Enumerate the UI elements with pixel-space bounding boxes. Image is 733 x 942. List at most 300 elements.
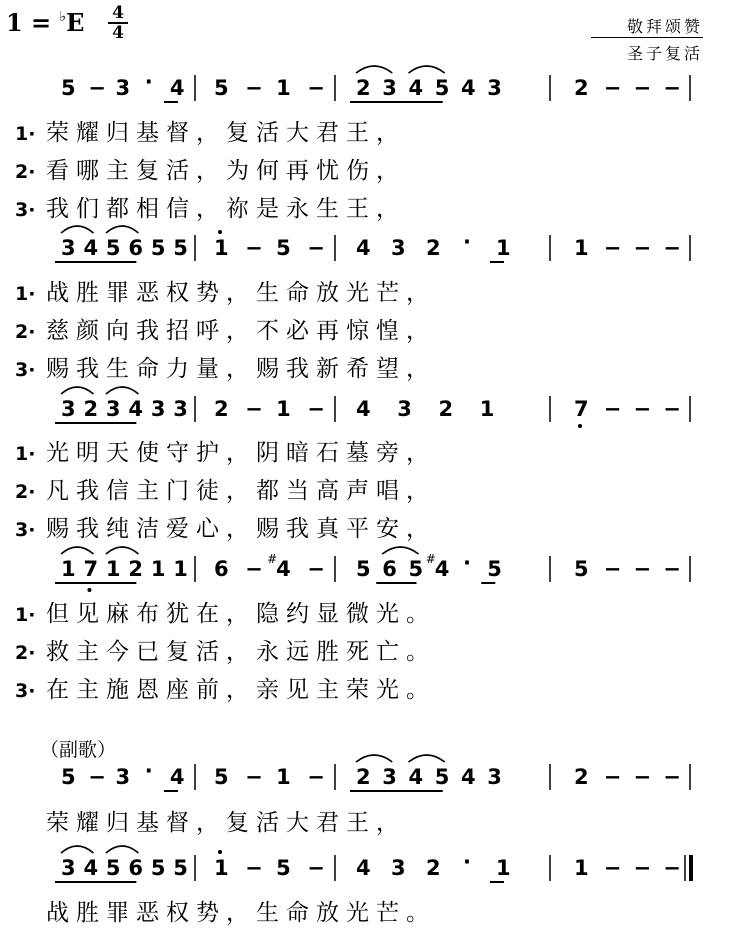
- score-system: [15, 66, 690, 222]
- note-digit: 4: [169, 76, 185, 100]
- note-digit: 2: [356, 76, 371, 100]
- lyric-char: 活: [196, 639, 219, 665]
- note-dash: −: [603, 856, 622, 880]
- lyric-char: 新: [316, 356, 339, 382]
- slur: [61, 226, 93, 233]
- lyric-char: 大: [286, 120, 309, 146]
- lyric-char: 微: [346, 601, 369, 627]
- chorus-label: （副歌）: [40, 739, 117, 761]
- lyric-char: 耀: [76, 810, 99, 836]
- note-dash: −: [603, 397, 622, 421]
- note-digit: 4: [83, 856, 99, 880]
- lyric-char: 已: [136, 639, 159, 665]
- lyric-char: 平: [346, 516, 369, 542]
- lyric-char: 命: [136, 356, 159, 382]
- lyric-char: 死: [346, 639, 369, 665]
- note-digit: 1: [276, 397, 291, 421]
- note-augmentation-dot: ·: [144, 70, 153, 94]
- note-dash: −: [307, 557, 325, 581]
- lyric-char: 我: [286, 516, 309, 542]
- note-digit: 4: [408, 765, 424, 789]
- lyric-char: 希: [346, 356, 369, 382]
- lyric-char: 权: [166, 280, 189, 306]
- lyric-char: 王: [346, 196, 369, 222]
- lyric-char: 旁: [376, 440, 399, 466]
- note-digit: 5: [105, 856, 121, 880]
- note-digit: 5: [105, 236, 121, 260]
- note-digit: 2: [356, 765, 371, 789]
- lyric-char: 战: [46, 280, 69, 306]
- note-digit: 1: [574, 236, 589, 260]
- verse-number: 1·: [15, 443, 36, 465]
- lyric-char: 徒: [196, 478, 219, 504]
- lyric-char: 放: [316, 280, 339, 306]
- lyric-char: 永: [256, 639, 279, 665]
- lyric-char: 恶: [136, 900, 159, 926]
- verse-number: 2·: [15, 481, 36, 503]
- lyric-char: 胜: [76, 900, 99, 926]
- lyric-char: 罪: [106, 900, 129, 926]
- slur: [61, 547, 93, 554]
- lyric-char: 生: [316, 196, 339, 222]
- lyric-char: ，: [376, 158, 399, 184]
- sharp-sign: #: [267, 552, 278, 566]
- note-digit: 3: [150, 397, 166, 421]
- note-dash: −: [245, 557, 263, 581]
- lyric-char: 赐: [46, 516, 69, 542]
- lyric-char: ，: [226, 900, 249, 926]
- lyric-char: 声: [346, 478, 369, 504]
- lyric-char: 爱: [166, 516, 189, 542]
- lyric-char: 在: [196, 601, 219, 627]
- verse-number: 1·: [15, 123, 36, 145]
- score-system: [46, 755, 690, 836]
- lyric-char: 守: [166, 440, 189, 466]
- lyric-char: 复: [136, 158, 159, 184]
- note-dash: −: [307, 397, 325, 421]
- lyric-char: 永: [286, 196, 309, 222]
- lyric-char: 恶: [136, 280, 159, 306]
- note-dash: −: [663, 397, 681, 421]
- lyric-char: ，: [376, 120, 399, 146]
- note-augmentation-dot: ·: [463, 551, 471, 575]
- note-digit: 1: [496, 856, 511, 880]
- note-digit: 1: [496, 236, 511, 260]
- lyric-char: 战: [46, 900, 69, 926]
- lyric-char: 生: [256, 280, 279, 306]
- lyric-char: 我: [136, 318, 159, 344]
- note-digit: 5: [434, 76, 450, 100]
- lyric-char: ，: [226, 440, 249, 466]
- note-digit: 4: [408, 76, 424, 100]
- lyric-char: ，: [196, 120, 219, 146]
- note-augmentation-dot: ·: [463, 230, 471, 254]
- lyric-char: ，: [226, 280, 249, 306]
- score-system: [15, 547, 690, 703]
- lyric-char: 洁: [136, 516, 159, 542]
- lyric-char: 伤: [346, 158, 369, 184]
- lyric-char: 王: [346, 810, 369, 836]
- note-digit: 5: [574, 557, 589, 581]
- lyric-char: 真: [316, 516, 339, 542]
- note-digit: 2: [426, 236, 441, 260]
- lyric-char: 放: [316, 900, 339, 926]
- note-digit: 5: [356, 557, 371, 581]
- note-digit: 4: [356, 236, 371, 260]
- score-system: [15, 226, 690, 382]
- lyric-char: 活: [166, 158, 189, 184]
- note-digit: 6: [128, 236, 143, 260]
- slur: [356, 66, 392, 73]
- note-digit: 4: [434, 557, 450, 581]
- lyric-char: 主: [76, 639, 99, 665]
- lyric-char: 再: [286, 158, 309, 184]
- lyric-char: 势: [196, 280, 219, 306]
- note-digit: 1: [105, 557, 121, 581]
- lyric-char: ，: [406, 478, 429, 504]
- octave-down-dot: [578, 424, 582, 428]
- note-digit: 4: [169, 765, 185, 789]
- lyric-char: 归: [106, 120, 129, 146]
- lyric-char: 君: [316, 120, 339, 146]
- lyric-char: 何: [256, 158, 279, 184]
- lyric-char: 归: [106, 810, 129, 836]
- note-dash: −: [663, 76, 681, 100]
- lyric-char: 我: [76, 516, 99, 542]
- slur: [409, 755, 445, 762]
- note-augmentation-dot: ·: [144, 759, 153, 783]
- note-dash: −: [633, 856, 652, 880]
- note-digit: 6: [128, 856, 143, 880]
- lyric-char: 约: [286, 601, 309, 627]
- lyric-char: 。: [406, 601, 429, 627]
- lyric-char: 芒: [376, 900, 399, 926]
- key-signature: 1 = ♭E: [6, 8, 85, 37]
- lyric-char: ，: [226, 601, 249, 627]
- lyric-char: 亲: [256, 677, 279, 703]
- note-digit: 1: [61, 557, 76, 581]
- lyric-char: 复: [226, 810, 249, 836]
- lyric-char: 督: [166, 120, 189, 146]
- note-dash: −: [245, 76, 263, 100]
- verse-number: 1·: [15, 283, 36, 305]
- lyric-char: 我: [286, 356, 309, 382]
- lyric-char: ，: [196, 158, 219, 184]
- lyric-char: 救: [46, 639, 69, 665]
- lyric-char: 施: [106, 677, 129, 703]
- lyric-char: 远: [286, 639, 309, 665]
- lyric-char: 惶: [376, 318, 399, 344]
- note-digit: 1: [214, 856, 229, 880]
- note-digit: 3: [487, 765, 502, 789]
- lyric-char: 纯: [106, 516, 129, 542]
- lyric-char: ，: [226, 639, 249, 665]
- lyric-char: 护: [196, 440, 219, 466]
- note-digit: 1: [150, 557, 166, 581]
- lyric-char: 们: [76, 196, 99, 222]
- slur: [106, 387, 138, 394]
- note-digit: 3: [391, 856, 406, 880]
- note-digit: 5: [276, 856, 291, 880]
- lyric-char: 凡: [46, 478, 69, 504]
- lyric-char: 暗: [286, 440, 309, 466]
- lyric-char: 是: [256, 196, 279, 222]
- lyric-char: 命: [286, 280, 309, 306]
- lyric-char: 布: [136, 601, 159, 627]
- lyric-char: 显: [316, 601, 339, 627]
- note-dash: −: [603, 236, 622, 260]
- lyric-char: 生: [256, 900, 279, 926]
- note-digit: 4: [461, 76, 476, 100]
- note-digit: 5: [487, 557, 502, 581]
- verse-number: 3·: [15, 199, 36, 221]
- lyric-char: 信: [106, 478, 129, 504]
- lyric-char: ，: [406, 318, 429, 344]
- note-digit: 1: [479, 397, 495, 421]
- lyric-char: 今: [106, 639, 129, 665]
- lyric-char: 胜: [76, 280, 99, 306]
- note-digit: 4: [276, 557, 291, 581]
- lyric-char: 势: [196, 900, 219, 926]
- note-digit: 2: [426, 856, 441, 880]
- lyric-char: 忧: [316, 158, 339, 184]
- note-dash: −: [663, 236, 681, 260]
- lyric-char: 我: [46, 196, 69, 222]
- note-dash: −: [633, 765, 652, 789]
- lyric-char: 明: [76, 440, 99, 466]
- note-digit: 4: [128, 397, 143, 421]
- note-digit: 1: [574, 856, 589, 880]
- note-digit: 3: [115, 765, 131, 789]
- lyric-char: 犹: [166, 601, 189, 627]
- note-digit: 5: [276, 236, 291, 260]
- note-digit: 5: [214, 76, 229, 100]
- lyric-char: 复: [226, 120, 249, 146]
- lyric-char: 安: [376, 516, 399, 542]
- note-dash: −: [88, 765, 106, 789]
- note-digit: 3: [382, 765, 397, 789]
- lyric-char: 墓: [346, 440, 369, 466]
- lyric-char: 光: [46, 440, 69, 466]
- lyric-char: 见: [76, 601, 99, 627]
- lyric-char: 向: [106, 318, 129, 344]
- lyric-char: 量: [196, 356, 219, 382]
- note-digit: 4: [83, 236, 99, 260]
- title-line-2: 圣子复活: [626, 44, 703, 63]
- lyric-char: 在: [46, 677, 69, 703]
- lyric-char: 基: [136, 810, 159, 836]
- lyric-char: 座: [166, 677, 189, 703]
- lyric-char: 招: [166, 318, 189, 344]
- score-system: [46, 846, 691, 926]
- note-dash: −: [245, 856, 263, 880]
- note-digit: 4: [356, 856, 371, 880]
- score-system: [15, 387, 690, 542]
- lyric-char: 。: [406, 900, 429, 926]
- lyric-char: 基: [136, 120, 159, 146]
- note-digit: 2: [214, 397, 229, 421]
- slur: [409, 66, 445, 73]
- lyric-char: 看: [46, 158, 69, 184]
- lyric-char: 权: [166, 900, 189, 926]
- lyric-char: 耀: [76, 120, 99, 146]
- lyric-char: 相: [136, 196, 159, 222]
- lyric-char: 高: [316, 478, 339, 504]
- lyric-char: 石: [316, 440, 339, 466]
- lyric-char: 亡: [376, 639, 399, 665]
- lyric-char: 复: [166, 639, 189, 665]
- lyric-char: ，: [196, 810, 219, 836]
- note-digit: 7: [574, 397, 589, 421]
- note-dash: −: [245, 236, 263, 260]
- note-digit: 5: [61, 765, 76, 789]
- note-dash: −: [663, 765, 681, 789]
- note-digit: 6: [382, 557, 397, 581]
- lyric-char: ，: [406, 356, 429, 382]
- lyric-char: ，: [226, 318, 249, 344]
- note-digit: 7: [83, 557, 99, 581]
- note-digit: 2: [574, 765, 589, 789]
- lyric-char: 主: [316, 677, 339, 703]
- note-dash: −: [307, 856, 325, 880]
- note-dash: −: [663, 557, 681, 581]
- lyric-char: 再: [316, 318, 339, 344]
- time-signature-top: 4: [112, 3, 124, 23]
- lyric-char: 王: [346, 120, 369, 146]
- lyric-char: ，: [196, 196, 219, 222]
- note-dash: −: [307, 236, 325, 260]
- lyric-char: ，: [376, 196, 399, 222]
- lyric-char: 赐: [46, 356, 69, 382]
- note-digit: 3: [61, 856, 76, 880]
- lyric-char: 呼: [196, 318, 219, 344]
- note-digit: 2: [128, 557, 143, 581]
- lyric-char: 不: [256, 318, 279, 344]
- octave-down-dot: [87, 588, 91, 592]
- lyric-char: 光: [376, 601, 399, 627]
- note-digit: 5: [150, 856, 166, 880]
- lyric-char: 荣: [46, 810, 69, 836]
- note-digit: 5: [173, 856, 188, 880]
- lyric-char: 麻: [106, 601, 129, 627]
- lyric-char: 都: [106, 196, 129, 222]
- lyric-char: 主: [106, 158, 129, 184]
- lyric-char: 惊: [346, 318, 369, 344]
- note-augmentation-dot: ·: [463, 850, 471, 874]
- note-dash: −: [245, 397, 263, 421]
- lyric-char: 都: [256, 478, 279, 504]
- note-dash: −: [603, 76, 622, 100]
- lyric-char: 祢: [226, 196, 249, 222]
- slur: [356, 755, 392, 762]
- lyric-char: 赐: [256, 356, 279, 382]
- lyric-char: 芒: [376, 280, 399, 306]
- note-digit: 3: [115, 76, 131, 100]
- verse-number: 3·: [15, 680, 36, 702]
- lyric-char: 唱: [376, 478, 399, 504]
- lyric-char: 赐: [256, 516, 279, 542]
- lyric-char: 见: [286, 677, 309, 703]
- lyric-char: 天: [106, 440, 129, 466]
- lyric-char: 胜: [316, 639, 339, 665]
- octave-up-dot: [218, 850, 222, 854]
- verse-number: 3·: [15, 519, 36, 541]
- note-dash: −: [633, 397, 652, 421]
- lyric-char: 我: [76, 478, 99, 504]
- lyric-char: 君: [316, 810, 339, 836]
- verse-number: 2·: [15, 642, 36, 664]
- lyric-char: 光: [346, 900, 369, 926]
- lyric-char: 。: [406, 677, 429, 703]
- slur: [106, 547, 138, 554]
- note-dash: −: [307, 76, 325, 100]
- lyric-char: 慈: [46, 318, 69, 344]
- lyric-char: 主: [136, 478, 159, 504]
- lyric-char: 颜: [76, 318, 99, 344]
- lyric-char: 光: [376, 677, 399, 703]
- lyric-char: ，: [226, 516, 249, 542]
- time-signature-bottom: 4: [112, 23, 124, 43]
- lyric-char: 使: [136, 440, 159, 466]
- slur: [382, 547, 418, 554]
- lyric-char: 必: [286, 318, 309, 344]
- note-digit: 3: [173, 397, 188, 421]
- note-dash: −: [633, 76, 652, 100]
- note-digit: 1: [276, 765, 291, 789]
- slur: [106, 226, 138, 233]
- lyric-char: 心: [196, 516, 219, 542]
- lyric-char: 望: [376, 356, 399, 382]
- lyric-char: 光: [346, 280, 369, 306]
- note-digit: 3: [397, 397, 412, 421]
- note-dash: −: [603, 765, 622, 789]
- verse-number: 2·: [15, 321, 36, 343]
- note-digit: 2: [83, 397, 99, 421]
- sharp-sign: #: [425, 552, 436, 566]
- note-digit: 3: [382, 76, 397, 100]
- octave-up-dot: [218, 230, 222, 234]
- lyric-char: 。: [406, 639, 429, 665]
- lyric-char: 督: [166, 810, 189, 836]
- note-digit: 3: [61, 236, 76, 260]
- note-dash: −: [663, 856, 681, 880]
- lyric-char: 活: [256, 120, 279, 146]
- slur: [61, 846, 93, 853]
- lyric-char: ，: [406, 280, 429, 306]
- note-digit: 3: [105, 397, 121, 421]
- note-digit: 5: [408, 557, 424, 581]
- lyric-char: ，: [226, 677, 249, 703]
- note-digit: 2: [438, 397, 454, 421]
- lyric-char: 恩: [136, 677, 159, 703]
- verse-number: 3·: [15, 359, 36, 381]
- lyric-char: ，: [406, 440, 429, 466]
- verse-number: 1·: [15, 604, 36, 626]
- lyric-char: 阴: [256, 440, 279, 466]
- lyric-char: 为: [226, 158, 249, 184]
- note-dash: −: [245, 765, 263, 789]
- note-digit: 5: [150, 236, 166, 260]
- note-digit: 1: [276, 76, 291, 100]
- title-line-1: 敬拜颂赞: [626, 17, 703, 36]
- note-dash: −: [633, 557, 652, 581]
- note-digit: 5: [173, 236, 188, 260]
- lyric-char: 但: [46, 601, 69, 627]
- note-digit: 5: [434, 765, 450, 789]
- note-digit: 1: [173, 557, 188, 581]
- lyric-char: 信: [166, 196, 189, 222]
- note-digit: 4: [461, 765, 476, 789]
